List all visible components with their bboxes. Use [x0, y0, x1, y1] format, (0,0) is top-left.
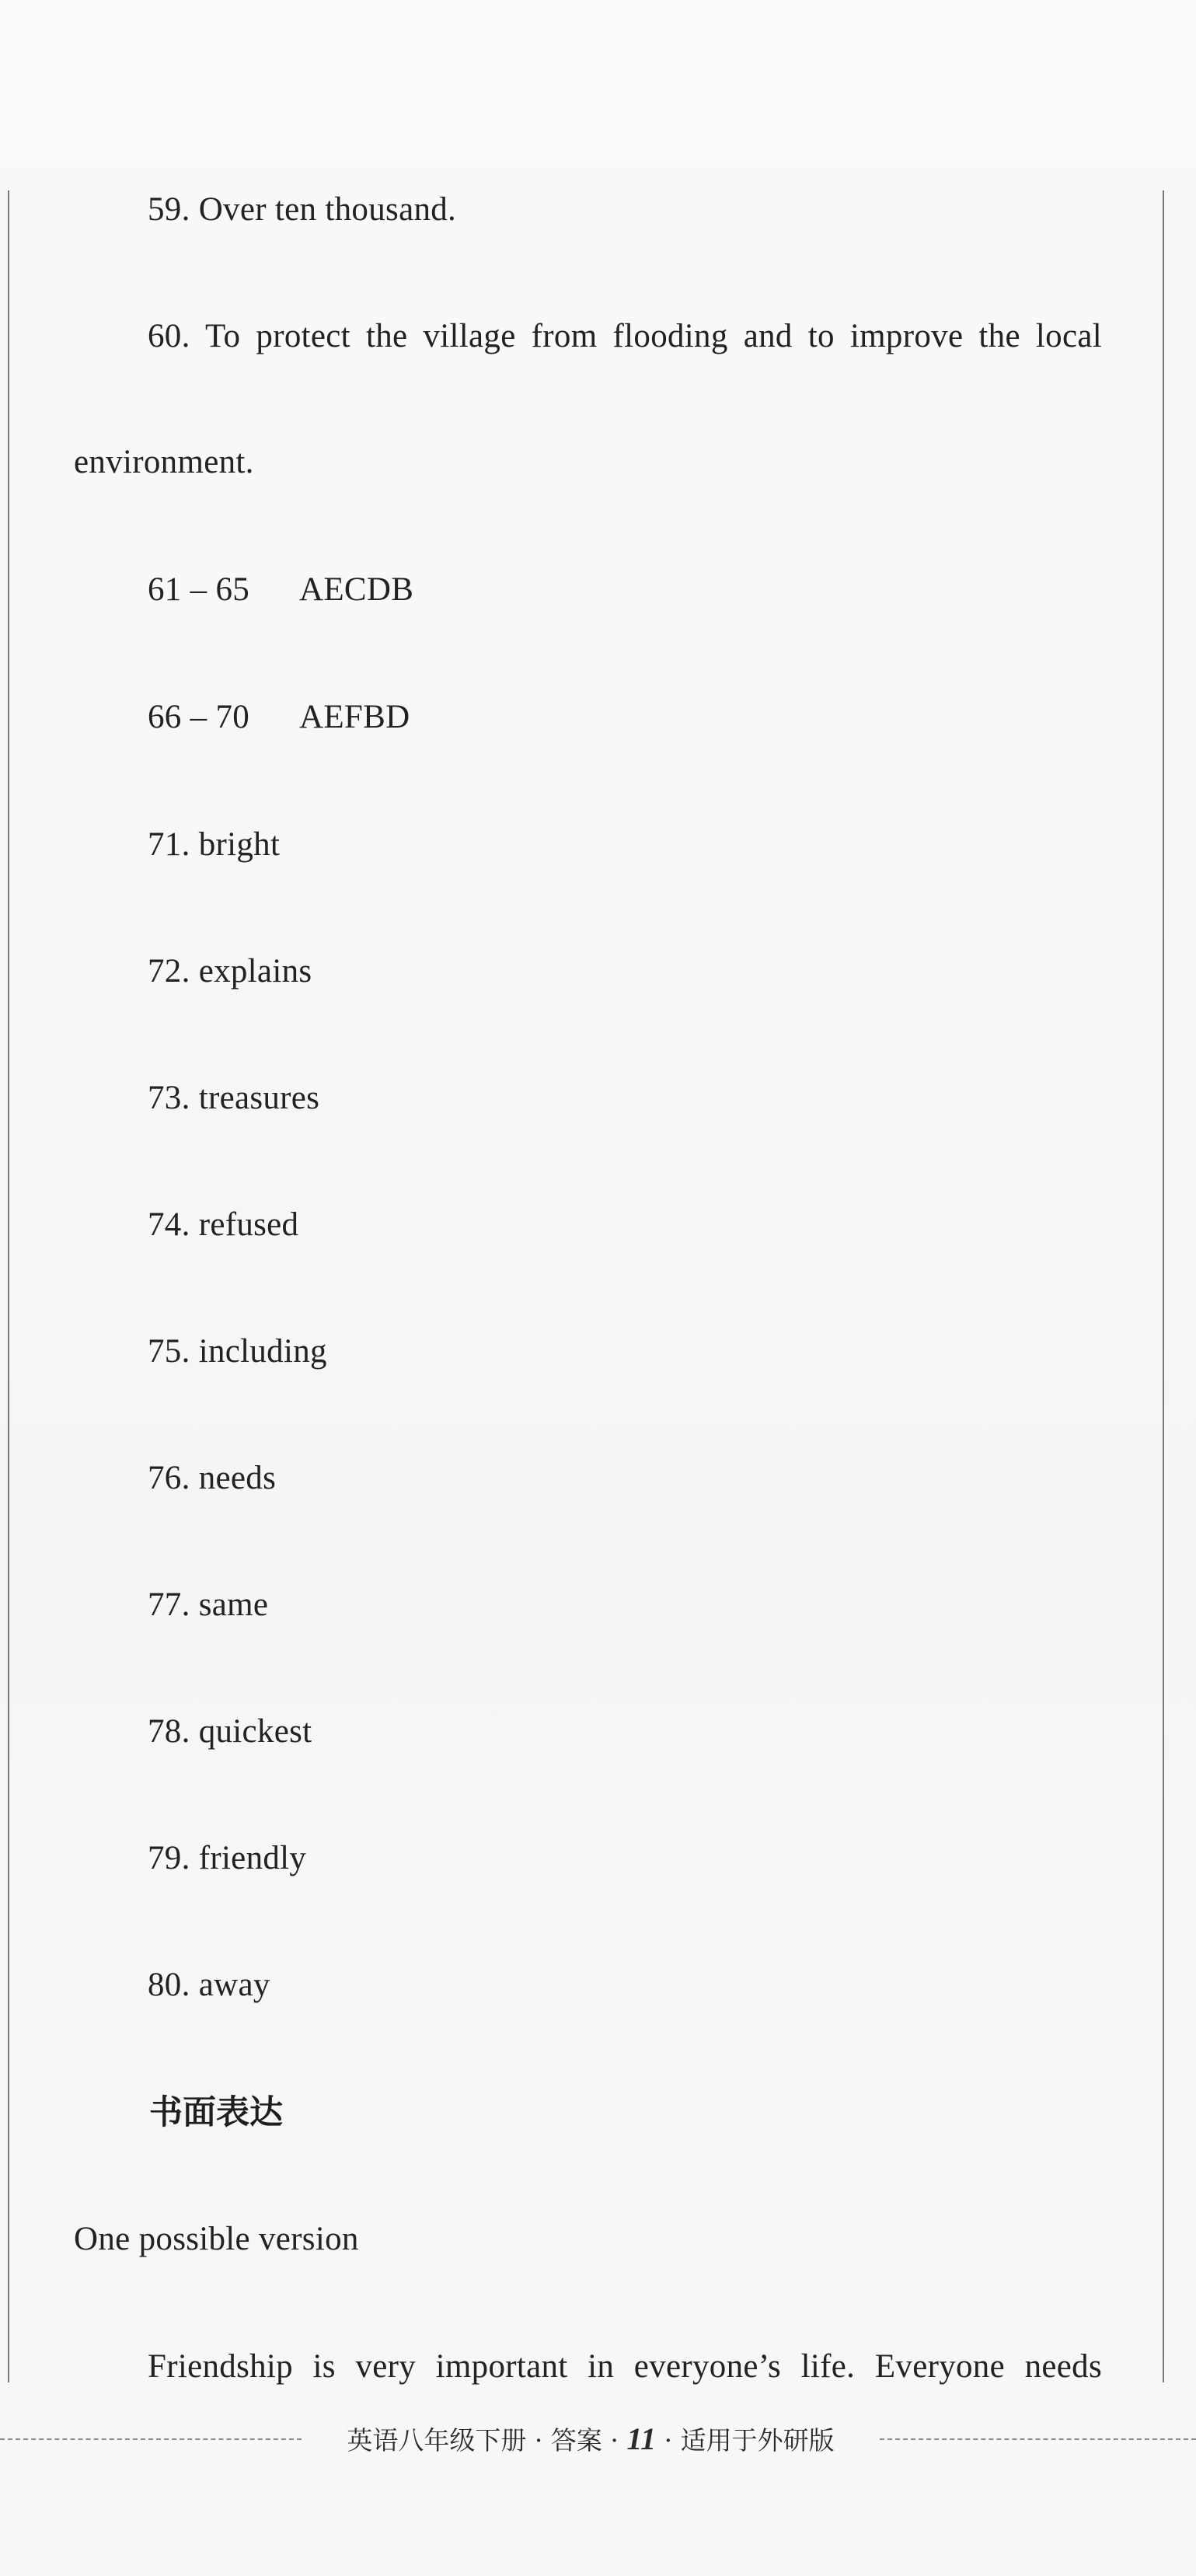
range-label: 61 – 65	[148, 571, 250, 608]
writing-intro: One possible version	[74, 2221, 359, 2257]
answer-60-line-1: 60. To protect the village from flooding and to improve the local	[148, 318, 1102, 354]
answer-73: 73. treasures	[148, 1080, 320, 1116]
left-margin-rule	[8, 190, 9, 2382]
answer-79: 79. friendly	[148, 1840, 307, 1876]
answer-75: 75. including	[148, 1333, 327, 1370]
answer-78: 78. quickest	[148, 1713, 312, 1750]
answer-77: 77. same	[148, 1586, 269, 1623]
answer-range-66-70	[148, 697, 410, 738]
footer-dashed-rule-right	[880, 2438, 1196, 2440]
answer-71: 71. bright	[148, 826, 281, 863]
footer-dashed-rule-left	[0, 2438, 302, 2440]
answer-60-line-2: environment.	[74, 444, 254, 480]
writing-first-line: Friendship is very important in everyone’s life. Everyone needs	[148, 2348, 1102, 2385]
range-value: AECDB	[299, 571, 414, 608]
answer-72: 72. explains	[148, 953, 312, 990]
answer-range-61-65	[148, 570, 413, 610]
answer-80: 80. away	[148, 1967, 270, 2003]
footer-edition: · 适用于外研版	[664, 2425, 835, 2456]
right-margin-rule	[1163, 190, 1164, 2382]
range-value: AEFBD	[299, 699, 410, 735]
writing-heading: 书面表达	[149, 2093, 283, 2132]
page-footer	[0, 2416, 1196, 2463]
answer-76: 76. needs	[148, 1460, 277, 1496]
answer-74: 74. refused	[148, 1206, 299, 1243]
answer-59: 59. Over ten thousand.	[148, 191, 457, 228]
footer-text	[311, 2416, 870, 2464]
range-label: 66 – 70	[148, 699, 250, 735]
page-number: 11	[626, 2421, 657, 2456]
footer-book-title: 英语八年级下册 · 答案 ·	[347, 2425, 619, 2456]
